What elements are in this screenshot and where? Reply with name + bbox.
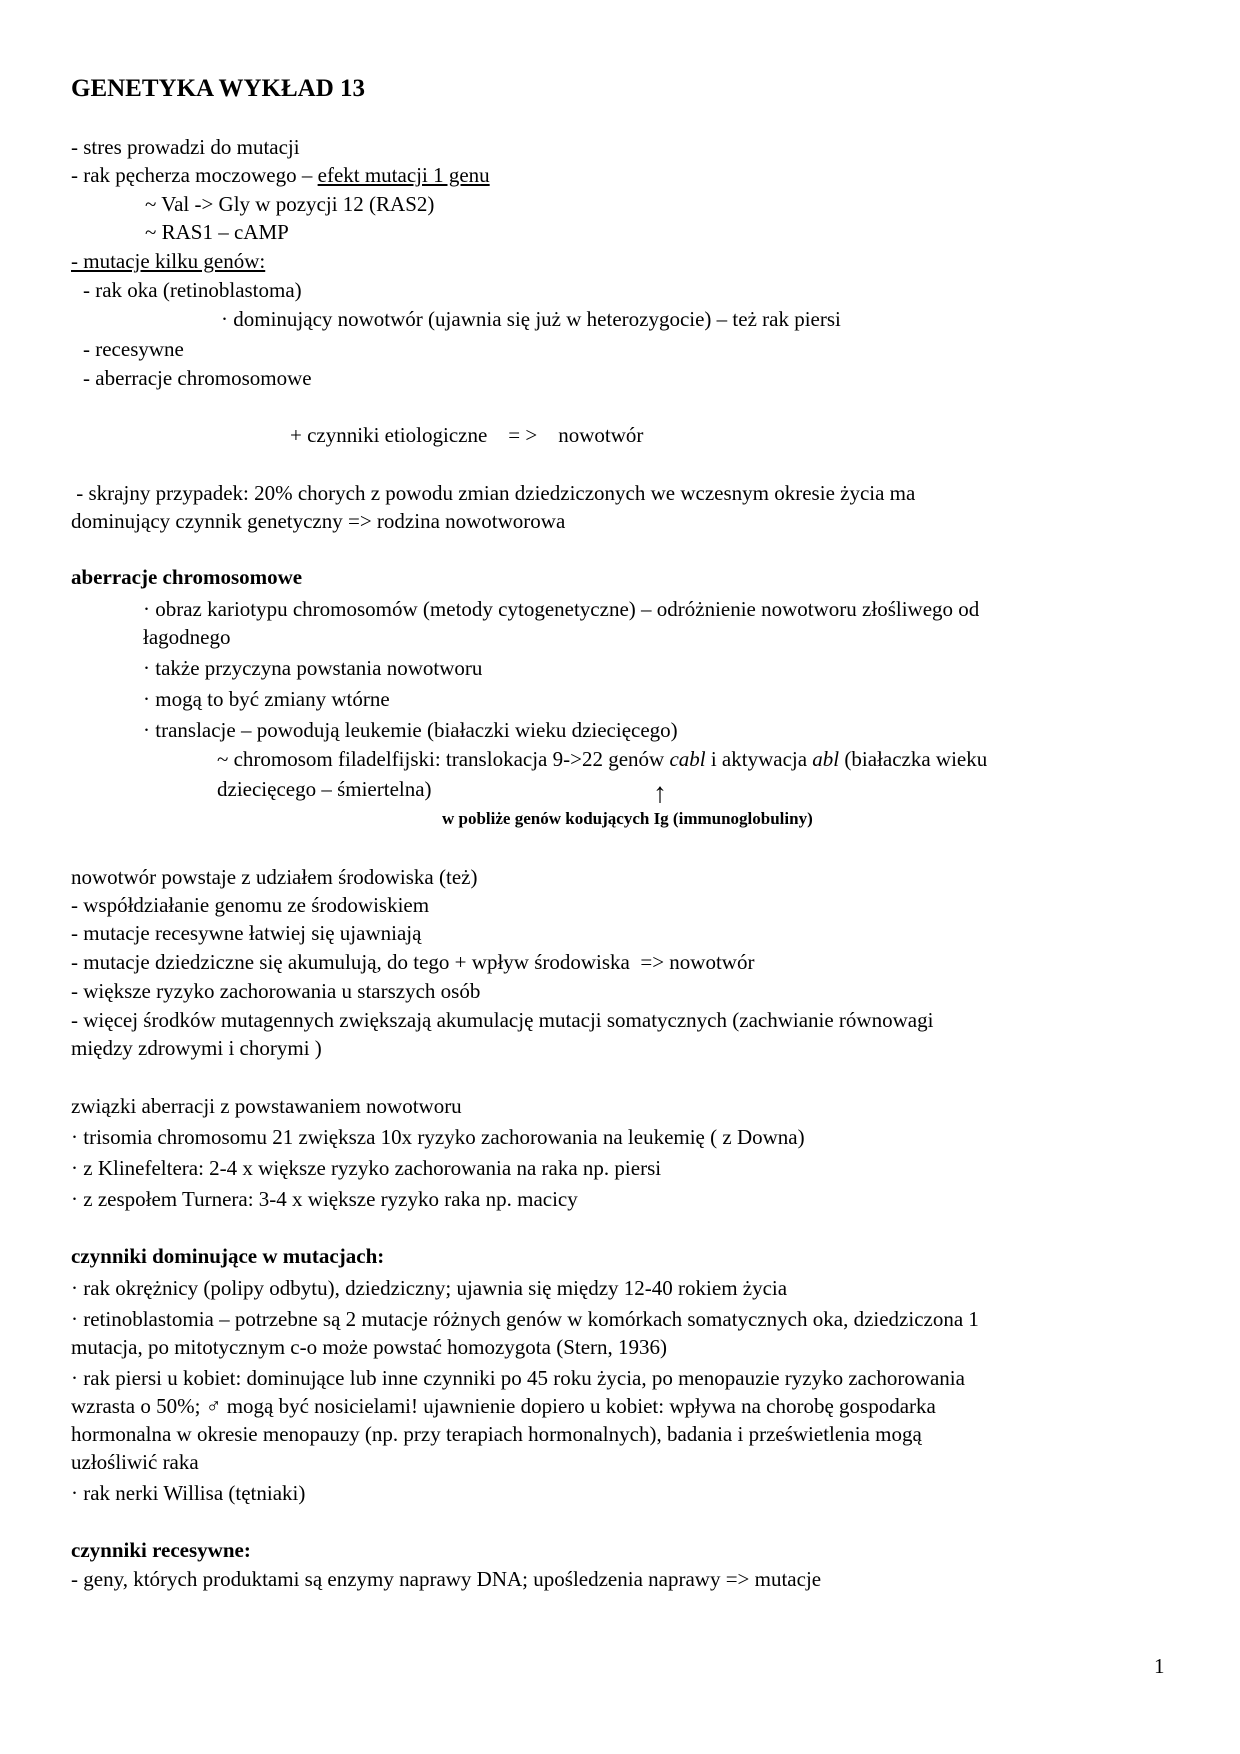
line: · także przyczyna powstania nowotworu bbox=[143, 656, 483, 680]
line: mutacja, po mitotycznym c-o może powstać homozygota (Stern, 1936) bbox=[71, 1335, 668, 1359]
line bbox=[217, 747, 987, 772]
line: nowotwór powstaje z udziałem środowiska (też) bbox=[71, 865, 478, 889]
text: (białaczka wieku bbox=[839, 747, 988, 771]
line: - recesywne bbox=[83, 337, 184, 361]
line: uzłośliwić raka bbox=[71, 1450, 199, 1474]
line: związki aberracji z powstawaniem nowotworu bbox=[71, 1094, 462, 1118]
line: · rak nerki Willisa (tętniaki) bbox=[71, 1481, 306, 1505]
line: - współdziałanie genomu ze środowiskiem bbox=[71, 893, 430, 917]
line: ~ RAS1 – cAMP bbox=[145, 220, 289, 244]
line: · rak piersi u kobiet: dominujące lub inne czynniki po 45 roku życia, po menopauzie ryzyko zachorowania bbox=[71, 1366, 965, 1390]
annotation-note: w pobliże genów kodujących Ig (immunoglobuliny) bbox=[442, 809, 813, 828]
line: · translacje – powodują leukemie (białaczki wieku dziecięcego) bbox=[143, 718, 678, 742]
line: dominujący czynnik genetyczny => rodzina nowotworowa bbox=[71, 509, 566, 533]
line: · mogą to być zmiany wtórne bbox=[143, 687, 390, 711]
underlined-text: mutacje kilku genów: bbox=[78, 249, 266, 273]
line bbox=[71, 163, 490, 188]
line: - stres prowadzi do mutacji bbox=[71, 135, 300, 159]
line: - geny, których produktami są enzymy naprawy DNA; upośledzenia naprawy => mutacje bbox=[71, 1567, 822, 1591]
line: - więcej środków mutagennych zwiększają akumulację mutacji somatycznych (zachwianie równowagi bbox=[71, 1008, 934, 1032]
line: między zdrowymi i chorymi ) bbox=[71, 1036, 322, 1060]
line: - skrajny przypadek: 20% chorych z powodu zmian dziedziczonych we wczesnym okresie życia ma bbox=[71, 481, 916, 505]
line: - większe ryzyko zachorowania u starszych osób bbox=[71, 979, 481, 1003]
line: ~ Val -> Gly w pozycji 12 (RAS2) bbox=[145, 192, 435, 216]
gene-name: cabl bbox=[669, 747, 706, 771]
underlined-text: efekt mutacji 1 genu bbox=[317, 163, 490, 187]
line bbox=[71, 249, 265, 274]
line: · dominujący nowotwór (ujawnia się już w heterozygocie) – też rak piersi bbox=[221, 307, 841, 331]
line: dziecięcego – śmiertelna) bbox=[217, 777, 432, 801]
line: wzrasta o 50%; ♂ mogą być nosicielami! ujawnienie dopiero u kobiet: wpływa na chorobę gospodarka bbox=[71, 1394, 936, 1418]
page-title: GENETYKA WYKŁAD 13 bbox=[71, 75, 366, 102]
section-heading: czynniki recesywne: bbox=[71, 1538, 251, 1562]
line: - rak oka (retinoblastoma) bbox=[83, 278, 302, 302]
line: + czynniki etiologiczne = > nowotwór bbox=[290, 423, 644, 447]
line: - mutacje dziedziczne się akumulują, do tego + wpływ środowiska => nowotwór bbox=[71, 950, 755, 974]
page-number: 1 bbox=[1154, 1654, 1165, 1678]
line: · z zespołem Turnera: 3-4 x większe ryzyko raka np. macicy bbox=[71, 1187, 578, 1211]
text: - bbox=[71, 249, 78, 273]
text: - rak pęcherza moczowego – bbox=[71, 163, 318, 187]
up-arrow-icon: ↑ bbox=[653, 778, 667, 809]
line: łagodnego bbox=[143, 625, 231, 649]
line: · retinoblastomia – potrzebne są 2 mutacje różnych genów w komórkach somatycznych oka, dziedziczona 1 bbox=[71, 1307, 979, 1331]
line: · obraz kariotypu chromosomów (metody cytogenetyczne) – odróżnienie nowotworu złośliwego od bbox=[143, 597, 980, 621]
line: · trisomia chromosomu 21 zwiększa 10x ryzyko zachorowania na leukemię ( z Downa) bbox=[71, 1125, 805, 1149]
line: - aberracje chromosomowe bbox=[83, 366, 312, 390]
line: · z Klinefeltera: 2-4 x większe ryzyko zachorowania na raka np. piersi bbox=[71, 1156, 662, 1180]
text: i aktywacja bbox=[705, 747, 813, 771]
text: ~ chromosom filadelfijski: translokacja 9->22 genów bbox=[217, 747, 670, 771]
line: - mutacje recesywne łatwiej się ujawniają bbox=[71, 921, 422, 945]
section-heading: aberracje chromosomowe bbox=[71, 565, 303, 589]
line: · rak okrężnicy (polipy odbytu), dziedziczny; ujawnia się między 12-40 rokiem życia bbox=[71, 1276, 788, 1300]
line: hormonalna w okresie menopauzy (np. przy terapiach hormonalnych), badania i prześwietlenia mogą bbox=[71, 1422, 922, 1446]
section-heading: czynniki dominujące w mutacjach: bbox=[71, 1244, 385, 1268]
gene-name: abl bbox=[812, 747, 840, 771]
